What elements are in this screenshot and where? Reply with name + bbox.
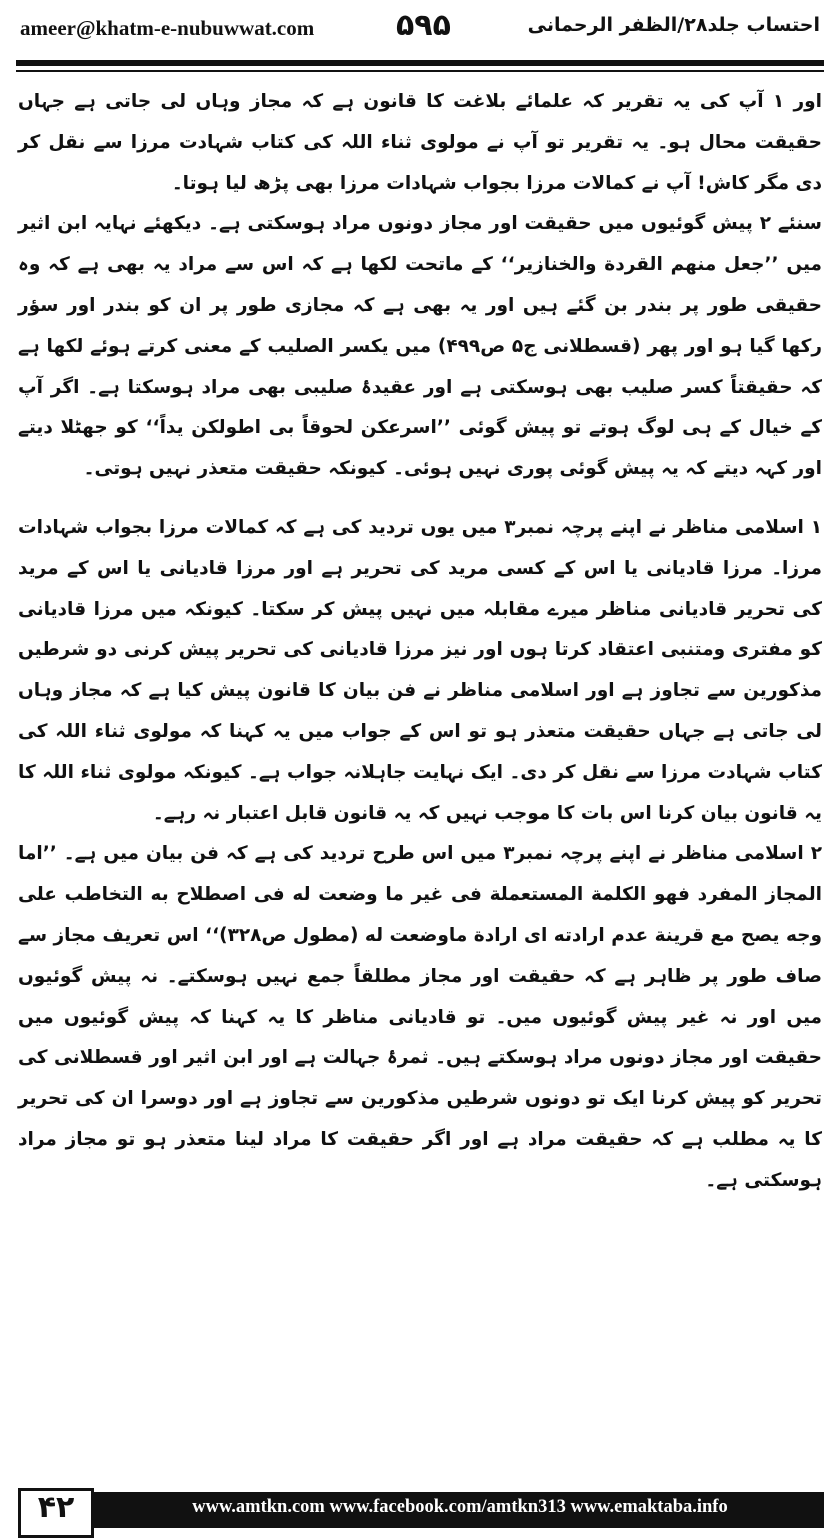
paragraph-2: سنئے ۲ پیش گوئیوں میں حقیقت اور مجاز دونوں مراد ہوسکتی ہے۔ دیکھئے نہایہ ابن اثیر میں ’’جعل منهم القردة والخنازير‘‘ کے ماتحت لکھا ہے کہ اس سے مراد یہ بھی ہے کہ وہ حقیقی طور پر بندر بن گئے ہیں اور یہ بھی ہے کہ مجازی طور پر ان کو بندر اور سؤر رکھا گیا ہو اور پھر (قسطلانی ج۵ ص۴۹۹) میں یکسر الصلیب کے معنی کرتے ہوئے لکھا ہے کہ حقیقتاً کسر صلیب بھی ہوسکتی ہے اور عقیدۂ صلیبی بھی مراد ہوسکتا ہے۔ اگر آپ کے خیال کے ہی لوگ ہوتے تو پیش گوئی ’’اسرعکن لحوقاً بی اطولکن یداً‘‘ کو جھٹلا دیتے اور کہہ دیتے کہ یہ پیش گوئی پوری نہیں ہوئی۔ کیونکہ حقیقت متعذر نہیں ہوتی۔ [18, 213, 823, 480]
header-rule-thick [16, 60, 824, 66]
header-email: ameer@khatm-e-nubuwwat.com [20, 16, 315, 40]
header-rule-thin [16, 70, 824, 72]
paragraph-4: ۲ اسلامی مناظر نے اپنے پرچہ نمبر۳ میں اس طرح تردید کی ہے کہ فن بیان میں ہے۔ ’’اما المجاز المفرد فهو الكلمة المستعملة فى غير ما وضعت له فى اصطلاح به التخاطب على وجه يصح مع قرينة عدم ارادته اى ارادة ماوضعت له (مطول ص٣٢٨)‘‘ اس تعریف مجاز سے صاف طور پر ظاہر ہے کہ حقیقت اور مجاز مطلقاً جمع نہیں ہوسکتے۔ نہ پیش گوئیوں میں اور نہ غیر پیش گوئیوں میں۔ تو قادیانی مناظر کا یہ کہنا کہ پیش گوئیوں میں حقیقت اور مجاز دونوں مراد ہوسکتے ہیں۔ ثمرۂ جہالت ہے اور ابن اثیر اور قسطلانی کی تحریر کو پیش کرنا ایک تو دونوں شرطیں مذکورین سے تجاوز ہے اور دوسرا ان کی تحریر کا یہ مطلب ہے کہ حقیقت مراد ہے اور اگر حقیقت کا مراد لینا متعذر ہو تو مجاز مراد ہوسکتی ہے۔ [18, 843, 823, 1191]
page-footer [0, 1484, 840, 1540]
header-page-number: ۵۹۵ [396, 8, 451, 43]
paragraph-3: ۱ اسلامی مناظر نے اپنے پرچہ نمبر۳ میں یوں تردید کی ہے کہ کمالات مرزا بجواب شہادات مرزا۔ مرزا قادیانی یا اس کے کسی مرید کی تحریر ہے اور مرزا قادیانی یا اس کے مرید کی تحریر قادیانی مناظر میرے مقابلہ میں نہیں پیش کر سکتا۔ کیونکہ میں مرزا قادیانی کو مفتری ومتنبی اعتقاد کرتا ہوں اور نیز مرزا قادیانی کی تحریر پیش کرنی دو شرطیں مذکورین سے تجاوز ہے اور اسلامی مناظر نے فن بیان کا قانون پیش کیا ہے کہ مجاز وہاں لی جاتی ہے جہاں حقیقت متعذر ہو تو اس کے جواب میں یہ کہنا کہ مولوی ثناء اللہ کی کتاب شہادت مرزا سے نقل کر دی۔ ایک نہایت جاہلانہ جواب ہے۔ کیونکہ مولوی ثناء اللہ کا یہ قانون بیان کرنا اس بات کا موجب نہیں کہ یہ قانون قابل اعتبار نہ رہے۔ [18, 516, 822, 824]
header-book-title: احتساب جلد۲۸/الظفر الرحمانی [527, 14, 820, 36]
paragraph-1: اور ۱ آپ کی یہ تقریر کہ علمائے بلاغت کا قانون ہے کہ مجاز وہاں لی جاتی ہے جہاں حقیقت محال ہو۔ یہ تقریر تو آپ نے مولوی ثناء اللہ کی کتاب شہادت مرزا سے نقل کر دی مگر کاش! آپ نے کمالات مرزا بجواب شہادات مرزا بھی پڑھ لیا ہوتا۔ [18, 91, 822, 194]
page-header [0, 0, 840, 62]
footer-page-number: ۴۲ [37, 1490, 75, 1525]
footer-links: www.amtkn.com www.facebook.com/amtkn313 www.emaktaba.info [192, 1497, 728, 1517]
body-text [18, 82, 822, 1202]
